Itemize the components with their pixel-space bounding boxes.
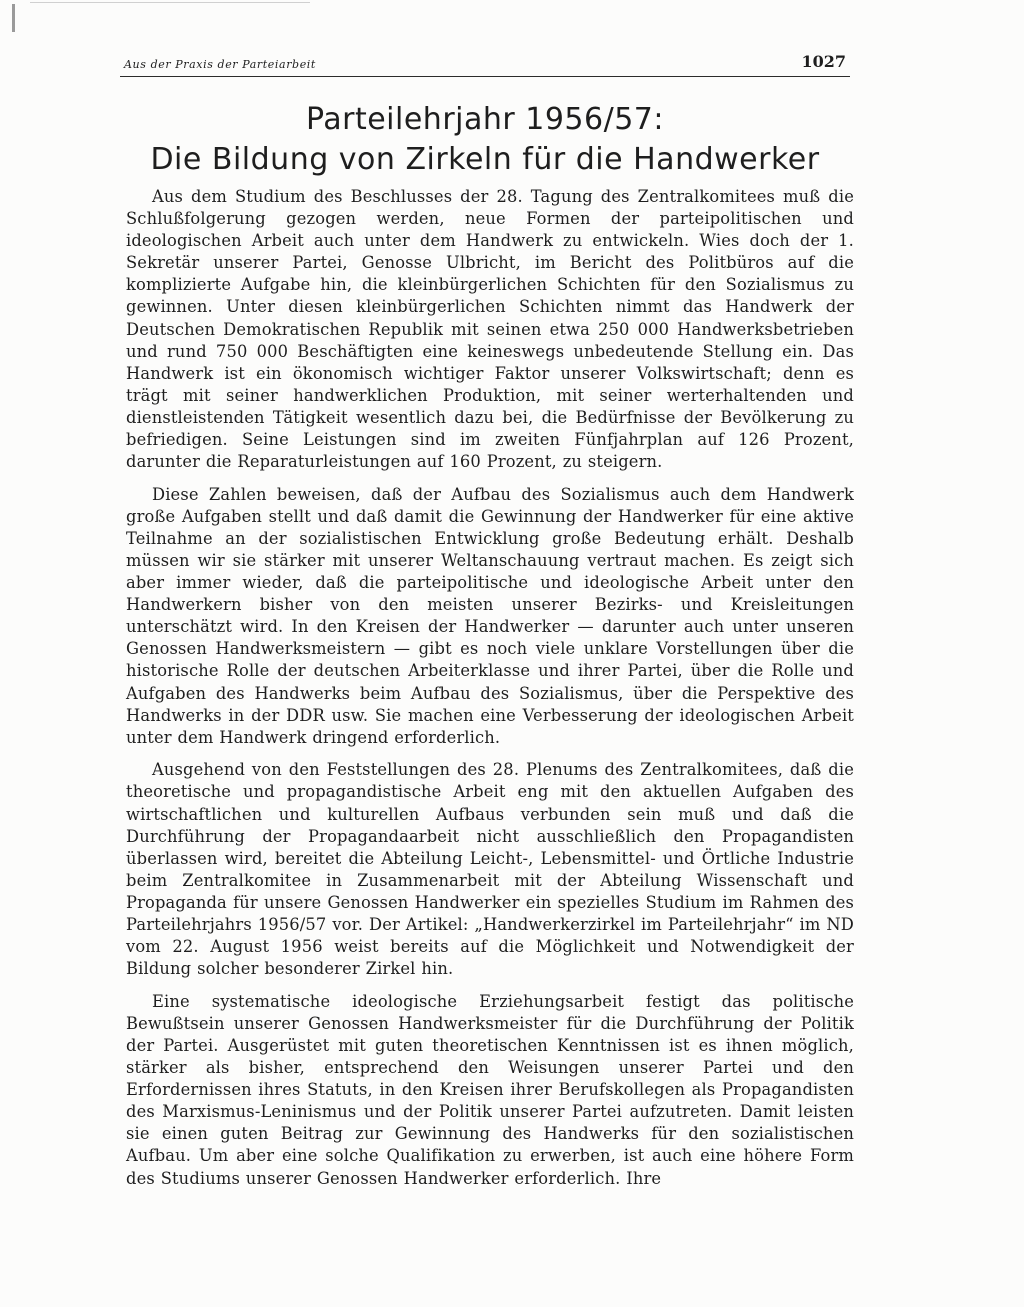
paragraph-2: Diese Zahlen beweisen, daß der Aufbau des Sozialismus auch dem Handwerk große Aufgaben stellt und daß damit die Gewinnung der Handwerker für eine aktive Teilnahme an der sozialistischen Entwicklung große Bedeutung erhält. Deshalb müssen wir sie stärker mit unserer Weltanschauung vertraut machen. Es zeigt sich aber immer wieder, daß die parteipolitische und ideologische Arbeit unter den Handwerkern bisher von den meisten unserer Bezirks- und Kreisleitungen unterschätzt wird. In den Kreisen der Handwerker — darunter auch unter unseren Genossen Handwerksmeistern — gibt es noch viele unklare Vorstellungen über die historische Rolle der deutschen Arbeiterklasse und ihrer Partei, über die Rolle und Aufgaben des Handwerks beim Aufbau des Sozialismus, über die Perspektive des Handwerks in der DDR usw. Sie machen eine Verbesserung der ideologischen Arbeit unter dem Handwerk dringend erforderlich.: [126, 484, 854, 747]
page-number: 1027: [801, 52, 846, 71]
paragraph-4: Eine systematische ideologische Erziehungsarbeit festigt das politische Bewußtsein unserer Genossen Handwerksmeister für die Durchführung der Politik der Partei. Ausgerüstet mit guten theoretischen Kenntnissen ist es ihnen möglich, stärker als bisher, entsprechend den Weisungen unserer Partei und den Erfordernissen ihres Statuts, in den Kreisen ihrer Berufskollegen als Propagandisten des Marxismus-Leninismus und der Politik unserer Partei aufzutreten. Damit leisten sie einen guten Beitrag zur Gewinnung des Handwerks für den sozialistischen Aufbau. Um aber eine solche Qualifikation zu erwerben, ist auch eine höhere Form des Studiums unserer Genossen Handwerker erforderlich. Ihre: [126, 991, 854, 1188]
paragraph-3: Ausgehend von den Feststellungen des 28. Plenums des Zentralkomitees, daß die theoretische und propagandistische Arbeit eng mit den aktuellen Aufgaben des wirtschaftlichen und kulturellen Aufbaus verbunden sein muß und daß die Durchführung der Propagandaarbeit nicht ausschließlich den Propagandisten überlassen wird, bereitet die Abteilung Leicht-, Lebensmittel- und Örtliche Industrie beim Zentralkomitee in Zusammenarbeit mit der Abteilung Wissenschaft und Propaganda für unsere Genossen Handwerker ein spezielles Studium im Rahmen des Parteilehrjahrs 1956/57 vor. Der Artikel: „Handwerkerzirkel im Parteilehrjahr“ im ND vom 22. August 1956 weist bereits auf die Möglichkeit und Notwendigkeit der Bildung solcher besonderer Zirkel hin.: [126, 760, 854, 979]
paragraph-1: Aus dem Studium des Beschlusses der 28. Tagung des Zentralkomitees muß die Schlußfolgerung gezogen werden, neue Formen der parteipolitischen und ideologischen Arbeit auch unter dem Handwerk zu entwickeln. Wies doch der 1. Sekretär unserer Partei, Genosse Ulbricht, im Bericht des Politbüros auf die komplizierte Aufgabe hin, die kleinbürgerlichen Schichten für den Sozialismus zu gewinnen. Unter diesen kleinbürgerlichen Schichten nimmt das Handwerk der Deutschen Demokratischen Republik mit seinen etwa 250 000 Handwerksbetrieben und rund 750 000 Beschäftigten eine keineswegs unbedeutende Stellung ein. Das Handwerk ist ein ökonomisch wichtiger Faktor unserer Volkswirtschaft; denn es trägt mit seiner handwerklichen Produktion, mit seiner werterhaltenden und dienstleistenden Tätigkeit wesentlich dazu bei, die Bedürfnisse der Bevölkerung zu befriedigen. Seine Leistungen sind im zweiten Fünfjahrplan auf 126 Prozent, darunter die Reparaturleistungen auf 160 Prozent, zu steigern.: [126, 187, 854, 472]
running-title: Aus der Praxis der Parteiarbeit: [124, 58, 316, 71]
article-title: [120, 100, 850, 180]
scan-artifact: [12, 4, 15, 32]
article-title-line-2: Die Bildung von Zirkeln für die Handwerker: [150, 142, 820, 177]
scan-artifact-top: [30, 2, 310, 3]
article-title-line-1: Parteilehrjahr 1956/57:: [306, 102, 664, 137]
article-body: [126, 186, 854, 1200]
running-header: [120, 54, 850, 77]
